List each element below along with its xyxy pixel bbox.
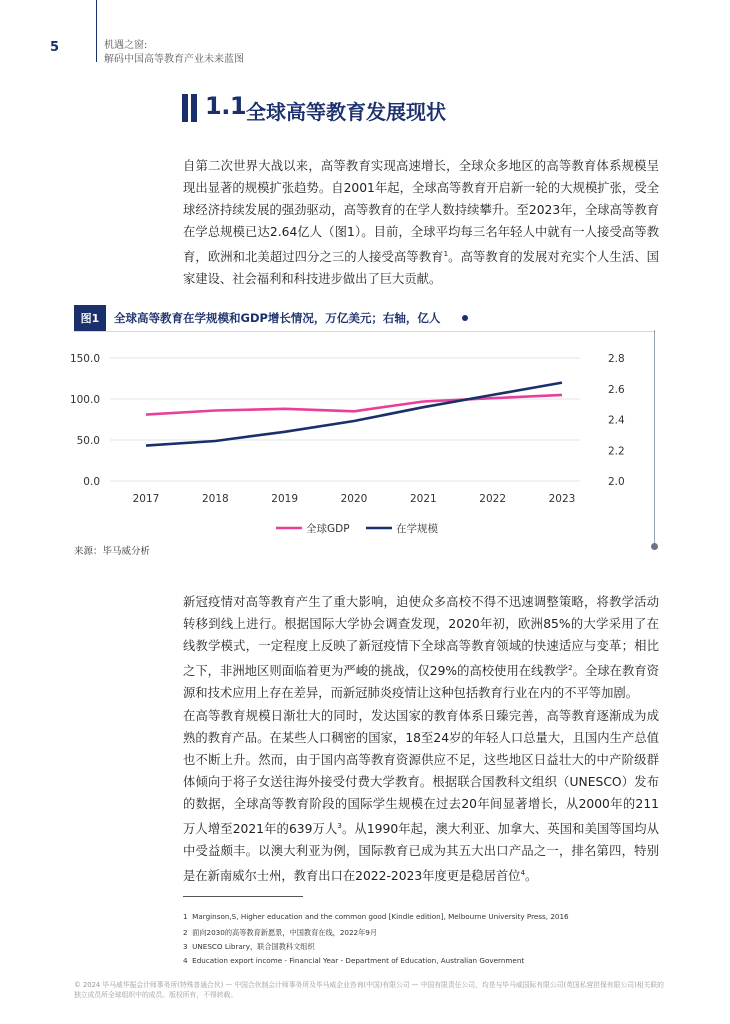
y-right-tick-label: 2.6 (608, 383, 625, 396)
footnote-3: 3 UNESCO Library，联合国教科文组织 (183, 942, 315, 951)
footnote-4: 4 Education export income - Financial Year - Department of Education, Australian Government (183, 956, 525, 965)
y-right-tick-label: 2.4 (608, 414, 625, 427)
x-tick-label: 2017 (132, 493, 160, 505)
figure-title: 全球高等教育在学规模和GDP增长情况，万亿美元；右轴，亿人 (114, 311, 441, 325)
y-left-tick-label: 0.0 (83, 476, 100, 488)
copyright-notice: © 2024 毕马威华振会计师事务所(特殊普通合伙) — 中国合伙制会计师事务所及毕马威企业咨询(中国)有限公司 — 中国有限责任公司，均是与毕马威国际有限公司(英国私营担保有限公司)相关联的独立成员所全球组织中的成员。版权所有，不得转载。 (74, 981, 664, 999)
y-left-tick-label: 150.0 (69, 353, 100, 365)
figure-title-dot (462, 315, 468, 321)
figure-end-dot (651, 543, 658, 550)
header-title-line2: 解码中国高等教育产业未来蓝图 (104, 54, 244, 65)
section-title-bars (182, 94, 197, 122)
x-tick-label: 2018 (201, 493, 229, 505)
y-right-tick-label: 2.0 (608, 476, 625, 488)
section-number: 1.1 (205, 92, 247, 120)
figure-label: 图1 (74, 305, 106, 331)
series-line-gdp (146, 395, 562, 415)
x-tick-label: 2021 (409, 493, 437, 505)
x-tick-label: 2022 (479, 493, 507, 505)
footnote-ref-1[interactable]: 1 (443, 250, 449, 258)
paragraph-2: 新冠疫情对高等教育产生了重大影响，迫使众多高校不得不迅速调整策略，将教学活动转移到线上进行。根据国际大学协会调查发现，2020年初，欧洲85%的大学采用了在线教学模式，一定程度上反映了新冠疫情下全球高等教育领域的快速适应与变革；相比之下，非洲地区则面临着更为严峻的挑战，仅29%的高校使用在线教学$^2$。全球在教育资源和技术应用上存在差异，而新冠肺炎疫情让这种包括教育行业在内的不平等加剧。 (183, 595, 659, 701)
footnote-1: 1 Marginson,S, Higher education and the common good [Kindle edition], Melbourne University Press, 2016 (183, 912, 569, 921)
y-right-tick-label: 2.8 (608, 353, 625, 365)
legend-label: 在学规模 (396, 523, 438, 535)
y-left-tick-label: 50.0 (76, 435, 100, 447)
x-tick-label: 2019 (271, 493, 299, 505)
header-divider (96, 0, 97, 62)
header-title-line1: 机遇之窗: (104, 40, 148, 51)
footnote-ref-4[interactable]: 4 (520, 869, 526, 878)
legend-label: 全球GDP (306, 523, 350, 535)
section-title: 全球高等教育发展现状 (246, 100, 446, 124)
y-right-tick-label: 2.2 (608, 445, 625, 458)
y-left-tick-label: 100.0 (69, 394, 100, 406)
footnote-ref-3[interactable]: 3 (337, 822, 342, 830)
footnote-2: 2 面向2030的高等教育新愿景，中国教育在线，2022年9月 (183, 928, 378, 937)
figure-side-rule (654, 330, 655, 545)
series-line-enrollment (146, 383, 562, 446)
figure-source: 来源：毕马威分析 (74, 546, 151, 557)
footnote-divider (183, 896, 303, 897)
figure-top-rule (74, 331, 654, 332)
x-tick-label: 2023 (548, 493, 576, 505)
footnote-ref-2[interactable]: 2 (568, 664, 573, 672)
page-number: 5 (50, 40, 60, 55)
x-tick-label: 2020 (340, 493, 368, 505)
paragraph-1: 自第二次世界大战以来，高等教育实现高速增长，全球众多地区的高等教育体系规模呈现出显著的规模扩张趋势。自2001年起，全球高等教育开启新一轮的大规模扩张，受全球经济持续发展的强劲驱动，高等教育的在学人数持续攀升。至2023年，全球高等教育在学总规模已达2.64亿人（图1）。目前，全球平均每三名年轻人中就有一人接受高等教育，欧洲和北美超过四分之三的人接受高等教育$^1$。高等教育的发展对充实个人生活、国家建设、社会福利和科技进步做出了巨大贡献。 (183, 159, 659, 287)
paragraph-3: 在高等教育规模日渐壮大的同时，发达国家的教育体系日臻完善，高等教育逐渐成为成熟的教育产品。在某些人口稠密的国家，18至24岁的年轻人口总量大，且国内生产总值也不断上升。然而，由于国内高等教育资源供应不足，这些地区日益壮大的中产阶级群体倾向于将子女送往海外接受付费大学教育。根据联合国教科文组织（UNESCO）发布的数据，全球高等教育阶段的国际学生规模在过去20年间显著增长，从2000年的211万人增至2021年的639万人$^3$。从1990年起，澳大利亚、加拿大、英国和美国等国均从中受益颇丰。以澳大利亚为例，国际教育已成为其五大出口产品之一，排名第四，特别是在新南威尔士州，教育出口在2022-2023年度更是稳居首位$^4$。 (183, 709, 659, 884)
line-chart (60, 340, 640, 540)
